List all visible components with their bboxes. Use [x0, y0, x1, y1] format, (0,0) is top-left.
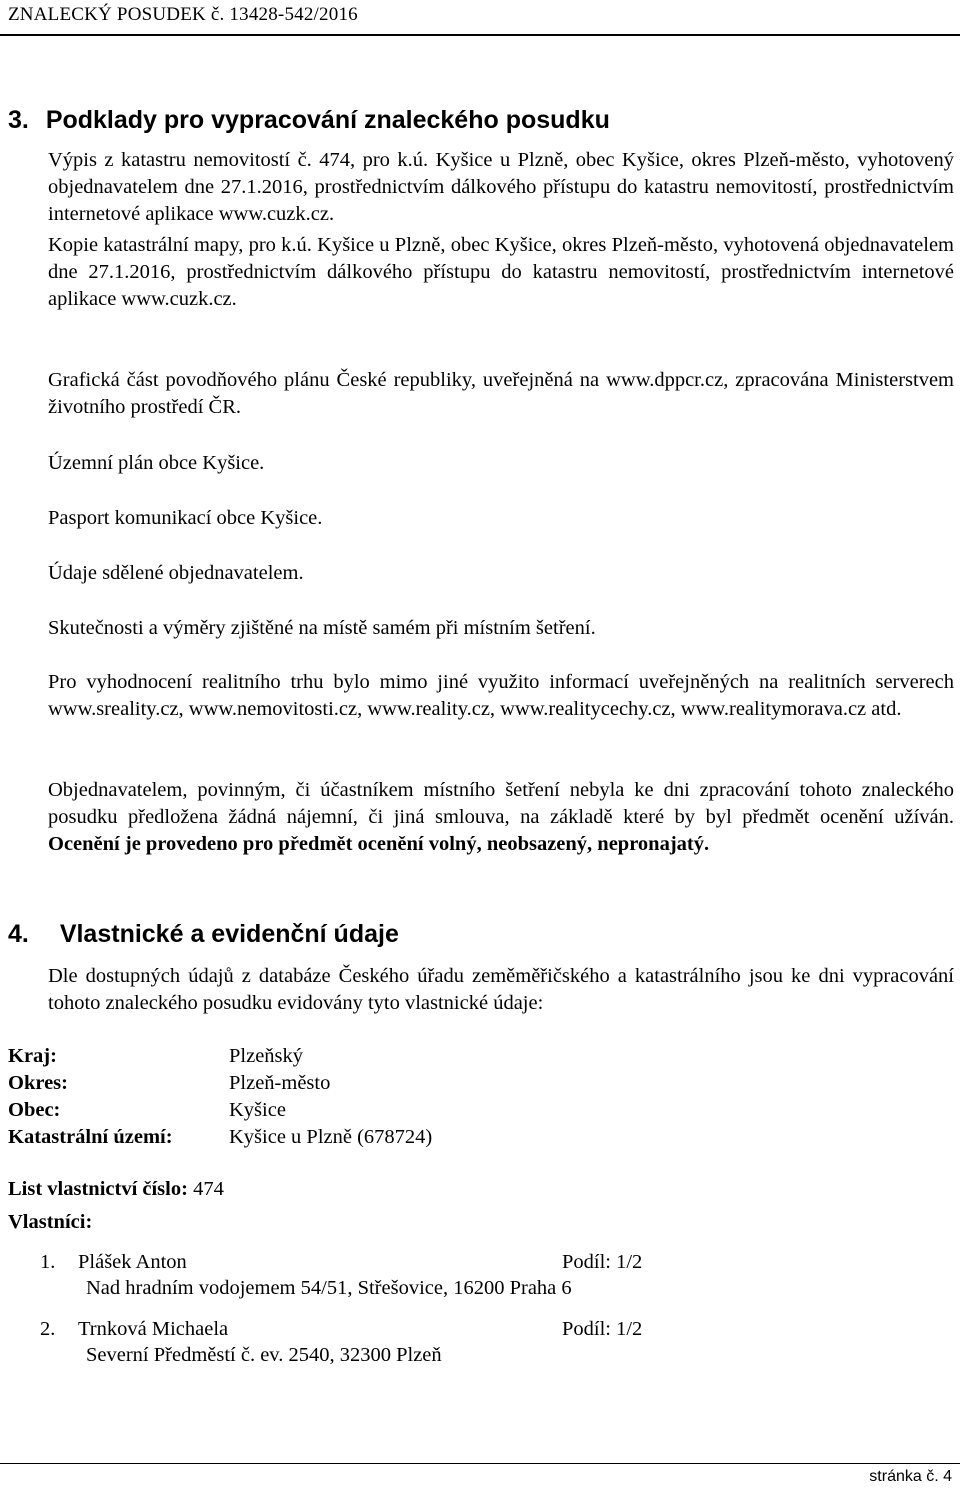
header-divider — [0, 34, 960, 36]
owner-number: 1. — [40, 1251, 56, 1273]
lv-value: 474 — [193, 1178, 224, 1200]
source-item: Pro vyhodnocení realitního trhu bylo mimo jiné využito informací uveřejněných na realitních serverech www.sreality.cz, www.nemovitosti.cz, www.reality.cz, www.realitycechy.cz, www.realitymorava.cz atd. — [48, 671, 954, 720]
source-item: Skutečnosti a výměry zjištěné na místě samém při místním šetření. — [48, 617, 596, 639]
owner-name: Plášek Anton — [78, 1251, 187, 1273]
source-item: Grafická část povodňového plánu České republiky, uveřejněná na www.dppcr.cz, zpracována Ministerstvem životního prostředí ČR. — [48, 369, 954, 418]
source-item: Pasport komunikací obce Kyšice. — [48, 507, 323, 529]
footer-divider — [0, 1463, 960, 1464]
section-3-number: 3. — [8, 106, 29, 134]
section-4-heading — [8, 920, 399, 949]
field-label: Obec: — [8, 1099, 61, 1121]
ownership-intro: Dle dostupných údajů z databáze Českého úřadu zeměměřičského a katastrálního jsou ke dni vypracování tohoto znaleckého posudku evidovány tyto vlastnické údaje: — [48, 965, 954, 1014]
owner-name: Trnková Michaela — [78, 1318, 229, 1340]
owner-number: 2. — [40, 1318, 56, 1340]
owner-share: Podíl: 1/2 — [562, 1318, 643, 1340]
source-item: Údaje sdělené objednavatelem. — [48, 562, 304, 584]
source-item: Územní plán obce Kyšice. — [48, 452, 265, 474]
field-label: Katastrální území: — [8, 1126, 173, 1148]
section-3-title: Podklady pro vypracování znaleckého posudku — [45, 106, 610, 134]
occupancy-note — [48, 777, 954, 858]
field-label: Okres: — [8, 1072, 68, 1094]
owner-share: Podíl: 1/2 — [562, 1251, 643, 1273]
occupancy-note-text: Objednavatelem, povinným, či účastníkem místního šetření nebyla ke dni zpracování tohoto znaleckého posudku předložena žádná nájemní, či jiná smlouva, na základě které by byl předmět ocenění užíván. — [48, 779, 954, 828]
document-header: ZNALECKÝ POSUDEK č. 13428-542/2016 — [8, 4, 358, 25]
field-value: Kyšice u Plzně (678724) — [229, 1126, 433, 1148]
owners-label: Vlastníci: — [8, 1211, 93, 1233]
field-value: Kyšice — [229, 1099, 286, 1121]
owner-address: Severní Předměstí č. ev. 2540, 32300 Plzeň — [86, 1344, 442, 1366]
field-value: Plzeň-město — [229, 1072, 331, 1094]
occupancy-note-conclusion: Ocenění je provedeno pro předmět ocenění volný, neobsazený, nepronajatý. — [48, 833, 710, 855]
page-number: stránka č. 4 — [869, 1468, 952, 1485]
owner-address: Nad hradním vodojemem 54/51, Střešovice, 16200 Praha 6 — [86, 1277, 572, 1299]
section-4-title: Vlastnické a evidenční údaje — [59, 920, 399, 948]
source-item: Výpis z katastru nemovitostí č. 474, pro k.ú. Kyšice u Plzně, obec Kyšice, okres Plzeň-město, vyhotovený objednavatelem dne 27.1.2016, prostřednictvím dálkového přístupu do katastru nemovitostí, prostřednictvím internetové aplikace www.cuzk.cz. — [48, 149, 954, 225]
lv-number-row — [8, 1176, 224, 1202]
field-value: Plzeňský — [229, 1045, 304, 1067]
field-label: Kraj: — [8, 1045, 57, 1067]
source-item: Kopie katastrální mapy, pro k.ú. Kyšice u Plzně, obec Kyšice, okres Plzeň-město, vyhotovená objednavatelem dne 27.1.2016, prostřednictvím dálkového přístupu do katastru nemovitostí, prostřednictvím internetové aplikace www.cuzk.cz. — [48, 234, 954, 310]
section-3-heading — [8, 106, 610, 135]
lv-label: List vlastnictví číslo: — [8, 1178, 188, 1200]
section-4-number: 4. — [8, 920, 29, 948]
